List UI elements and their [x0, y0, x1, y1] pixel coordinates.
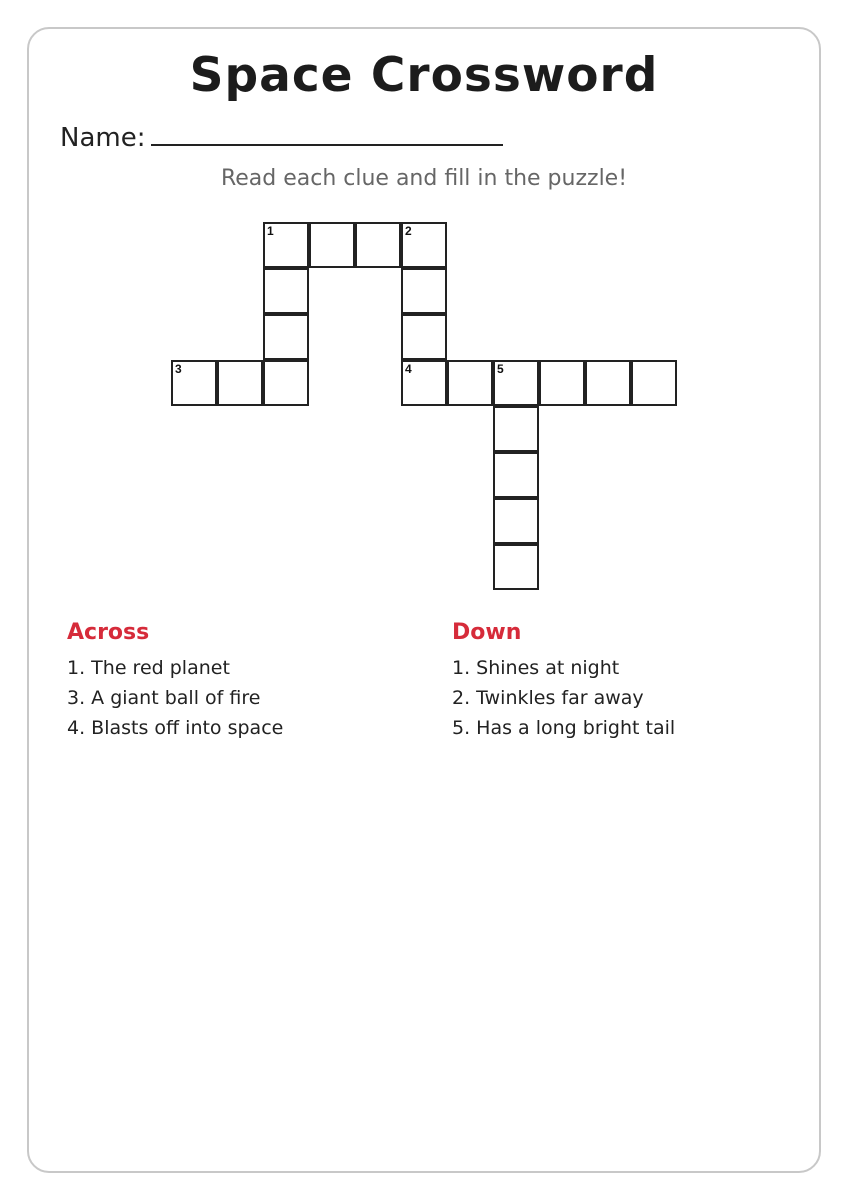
grid-cell[interactable] — [263, 314, 309, 360]
grid-cell[interactable] — [401, 268, 447, 314]
grid-cell[interactable] — [401, 314, 447, 360]
clue-number: 2 — [405, 224, 412, 238]
grid-cell[interactable] — [263, 268, 309, 314]
grid-cell[interactable] — [217, 360, 263, 406]
grid-cell[interactable] — [493, 406, 539, 452]
clue-number: 3 — [175, 362, 182, 376]
grid-cell[interactable] — [401, 360, 447, 406]
grid-cell[interactable] — [447, 360, 493, 406]
down-clue: 1. Shines at night — [452, 657, 620, 679]
down-heading: Down — [452, 620, 522, 645]
grid-cell[interactable] — [401, 222, 447, 268]
down-clue: 5. Has a long bright tail — [452, 717, 676, 739]
instructions: Read each clue and fill in the puzzle! — [220, 166, 628, 191]
clue-number: 5 — [497, 362, 504, 376]
clue-number: 4 — [405, 362, 412, 376]
grid-cell[interactable] — [171, 360, 217, 406]
across-clue: 3. A giant ball of fire — [67, 687, 261, 709]
clue-number: 1 — [267, 224, 274, 238]
grid-cell[interactable] — [493, 544, 539, 590]
grid-cell[interactable] — [493, 498, 539, 544]
grid-cell[interactable] — [585, 360, 631, 406]
across-clues — [67, 620, 283, 743]
grid-cell[interactable] — [631, 360, 677, 406]
grid-cell[interactable] — [493, 360, 539, 406]
down-clue: 2. Twinkles far away — [452, 687, 644, 709]
across-clue: 1. The red planet — [67, 657, 230, 679]
grid-cell[interactable] — [309, 222, 355, 268]
grid-cell[interactable] — [539, 360, 585, 406]
down-clues — [452, 620, 675, 743]
across-clue: 4. Blasts off into space — [67, 717, 284, 739]
grid-cell[interactable] — [263, 360, 309, 406]
page-title: Space Crossword — [189, 48, 659, 103]
across-heading: Across — [67, 620, 150, 645]
grid-cell[interactable] — [493, 452, 539, 498]
grid-cell[interactable] — [263, 222, 309, 268]
grid-cell[interactable] — [355, 222, 401, 268]
name-label: Name: — [60, 123, 146, 153]
